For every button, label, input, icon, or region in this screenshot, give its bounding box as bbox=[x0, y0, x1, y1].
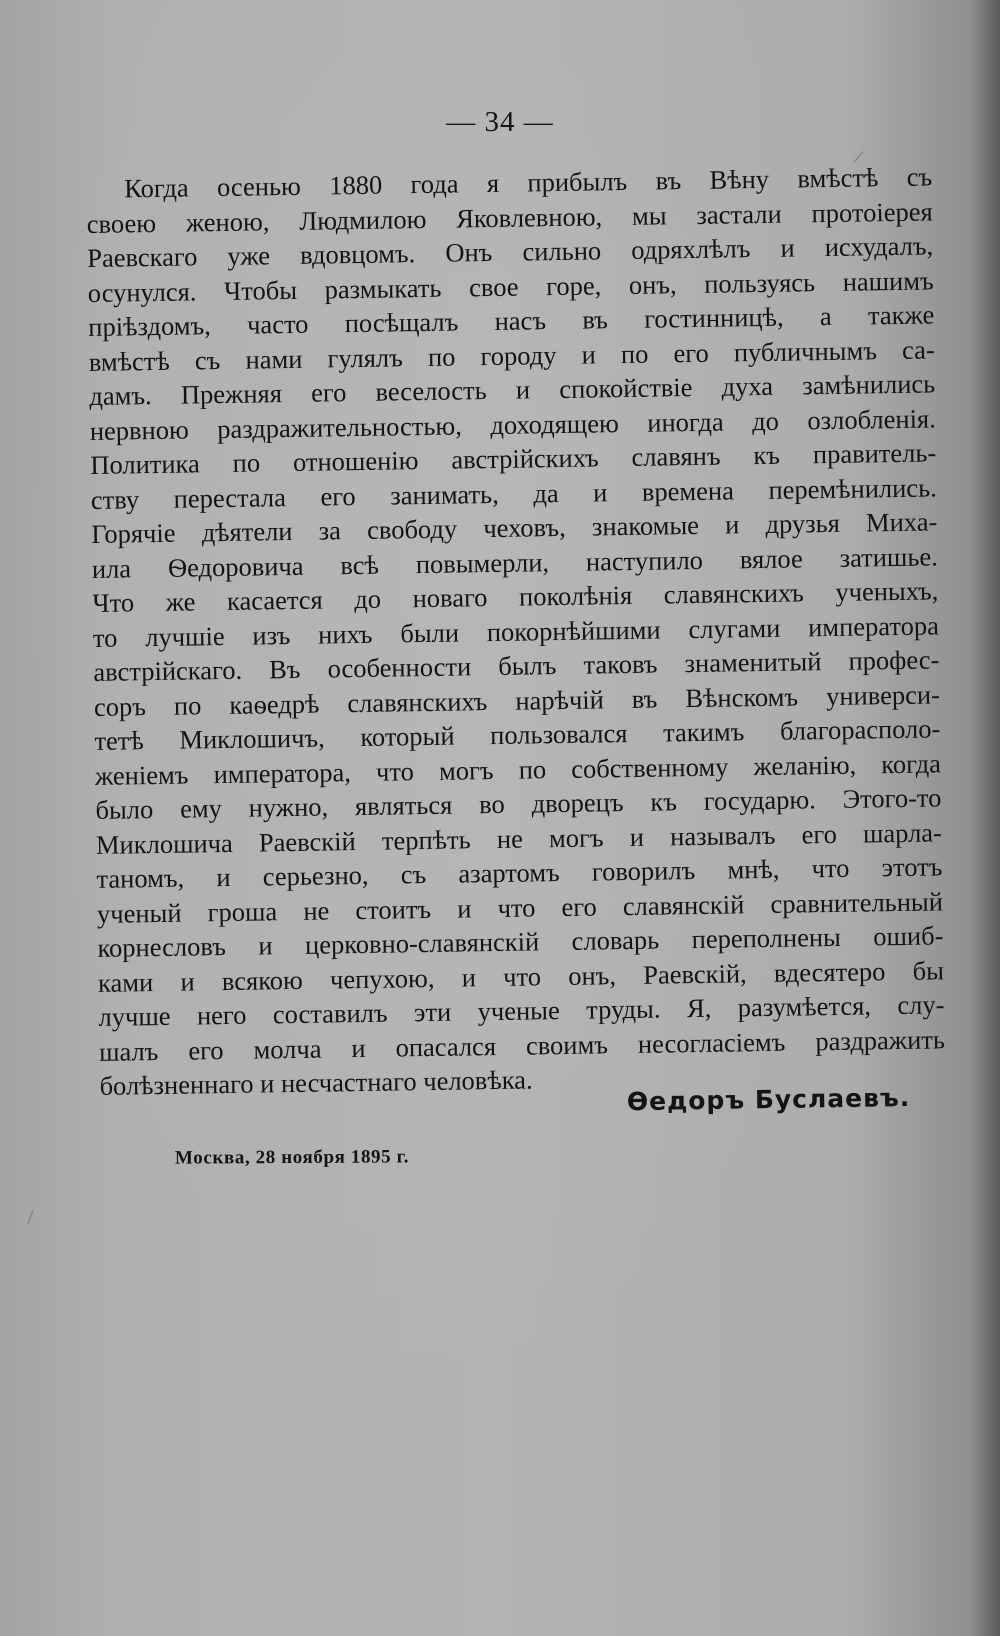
text-line: Политика по отношенію австрійскихъ славянъ къ правитель- bbox=[90, 437, 937, 480]
text-line: вмѣстѣ съ нами гулялъ по городу и по его публичнымъ са- bbox=[88, 333, 935, 377]
text-line: пріѣздомъ, часто посѣщалъ насъ въ гостинницѣ, а также bbox=[88, 299, 935, 342]
body-text bbox=[86, 159, 946, 1103]
text-line: женіемъ императора, что могъ по собственному желанію, когда bbox=[94, 747, 942, 791]
place-and-date: Москва, 28 ноября 1895 г. bbox=[174, 1146, 410, 1169]
text-line: австрійскаго. Въ особенности былъ таковъ знаменитый профес- bbox=[93, 644, 940, 687]
text-line: таномъ, и серьезно, съ азартомъ говорилъ мнѣ, что этотъ bbox=[96, 851, 943, 894]
text-line: тетѣ Миклошичъ, который пользовался такимъ благорасполо- bbox=[94, 713, 941, 756]
scan-speck bbox=[28, 1210, 34, 1223]
text-line: ками и всякою чепухою, и что онъ, Раевскій, вдесятеро бы bbox=[97, 954, 945, 998]
text-line: то лучшіе изъ нихъ были покорнѣйшими слугами императора bbox=[92, 609, 940, 653]
text-line: Что же касается до новаго поколѣнія славянскихъ ученыхъ, bbox=[92, 575, 939, 618]
text-line: нервною раздражительностью, доходящею иногда до озлобленія. bbox=[89, 402, 936, 446]
page-number: — 34 — bbox=[446, 106, 554, 138]
text-line: Горячіе дѣятели за свободу чеховъ, знакомые и друзья Миха- bbox=[91, 506, 938, 549]
text-line: Когда осенью 1880 года я прибылъ въ Вѣну вмѣстѣ съ bbox=[124, 161, 933, 204]
text-line: дамъ. Прежняя его веселость и спокойствіе духа замѣнились bbox=[89, 368, 936, 411]
text-line: корнесловъ и церковно-славянскій словарь переполнены ошиб- bbox=[97, 920, 944, 963]
text-line: ству перестала его занимать, да и времена перемѣнились. bbox=[90, 471, 937, 515]
text-line: ила Ѳедоровича всѣ повымерли, наступило вялое затишье. bbox=[91, 540, 939, 584]
text-line: было ему нужно, являться во дворецъ къ государю. Этого-то bbox=[95, 782, 942, 825]
text-line: болѣзненнаго и несчастнаго человѣка. bbox=[99, 1064, 533, 1101]
text-line: Раевскаго уже вдовцомъ. Онъ сильно одряхлѣлъ и исхудалъ, bbox=[87, 230, 934, 273]
text-line: осунулся. Чтобы размыкать свое горе, онъ, пользуясь нашимъ bbox=[87, 264, 934, 308]
text-line: шалъ его молча и опасался своимъ несогласіемъ раздражить bbox=[98, 1023, 946, 1067]
text-line: ученый гроша не стоитъ и что его славянскій сравнительный bbox=[96, 885, 944, 929]
text-line: своею женою, Людмилою Яковлевною, мы застали протоіерея bbox=[86, 195, 933, 239]
text-line: Миклошича Раевскій терпѣть не могъ и называлъ его шарла- bbox=[95, 816, 943, 860]
text-line: лучше него составилъ эти ученые труды. Я, разумѣется, слу- bbox=[98, 989, 945, 1032]
author-signature: Ѳедоръ Буслаевъ. bbox=[626, 1083, 911, 1117]
text-line: соръ по каѳедрѣ славянскихъ нарѣчій въ Вѣнскомъ универси- bbox=[93, 678, 941, 722]
